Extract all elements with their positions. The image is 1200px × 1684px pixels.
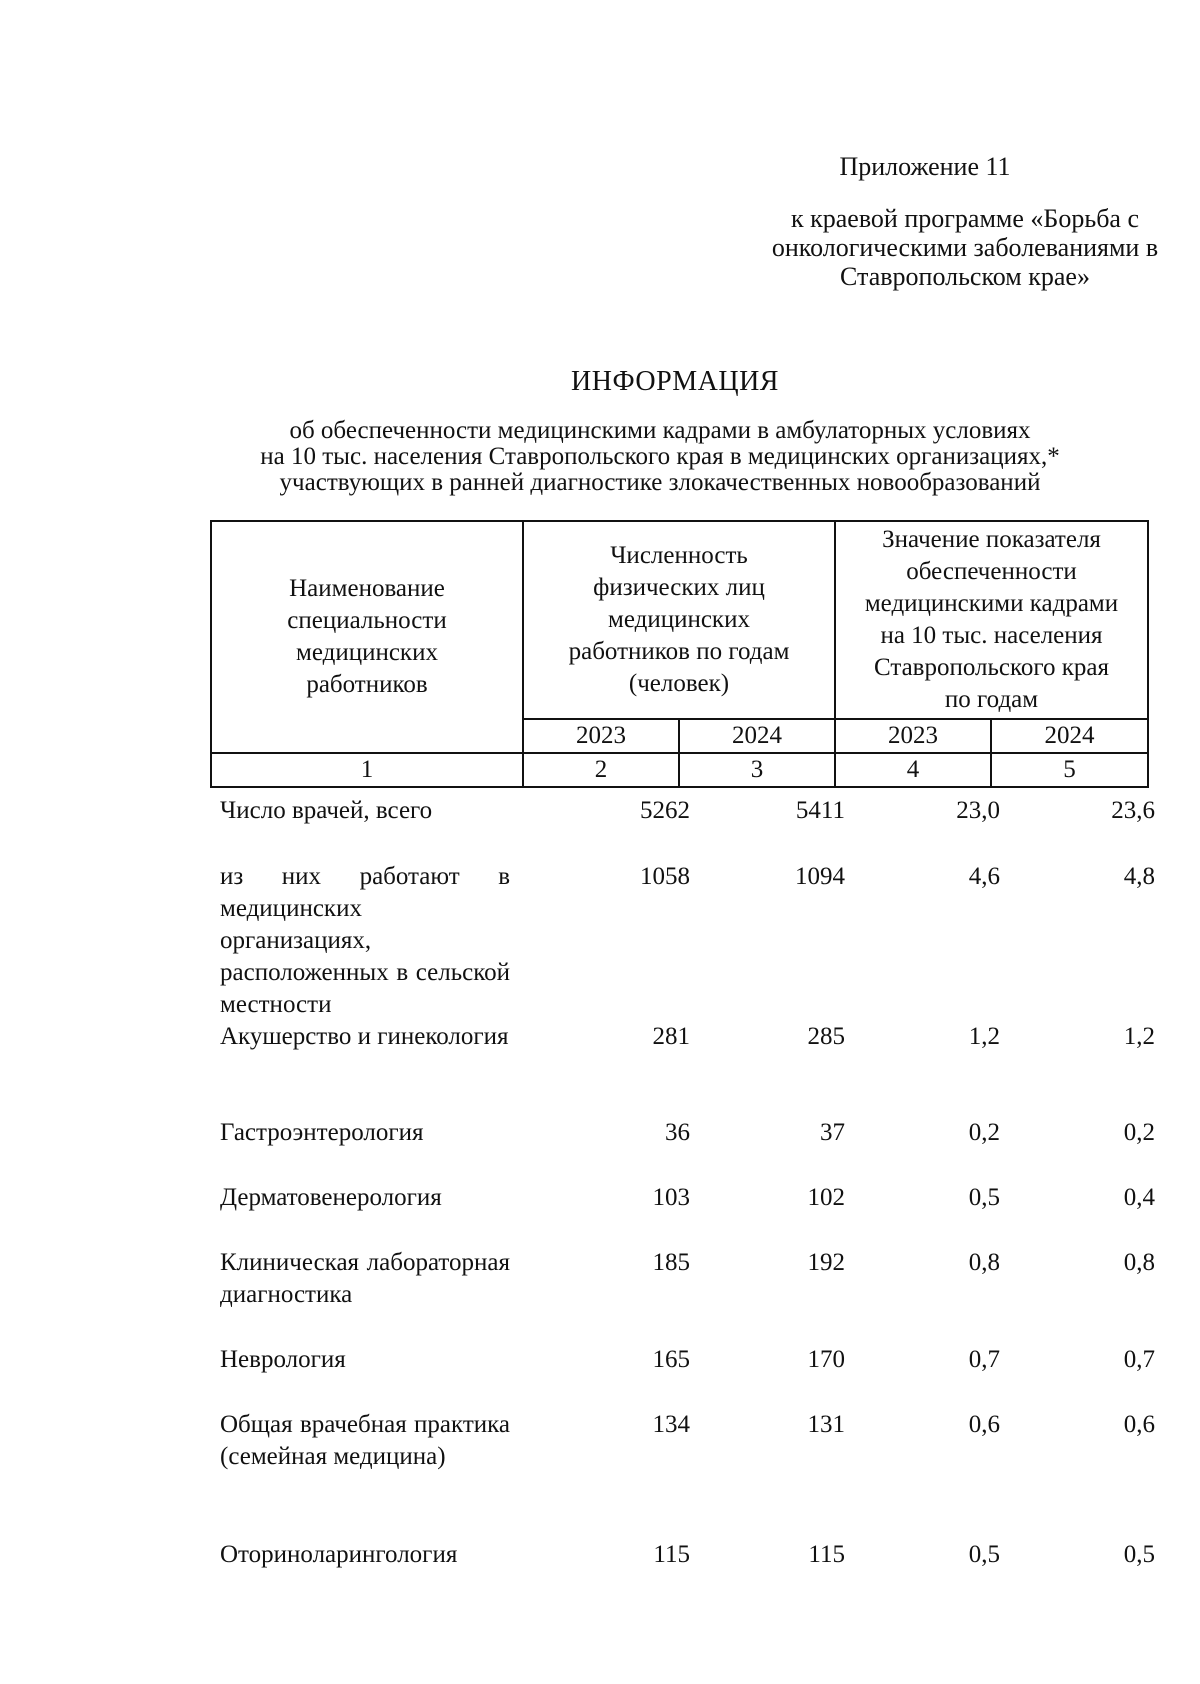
header-specialty-line: работников — [306, 671, 428, 698]
row-headcount-2023: 103 — [652, 1184, 690, 1211]
row-rate-2023: 0,8 — [968, 1249, 1000, 1276]
row-specialty: Общая врачебная практика (семейная медицина) — [220, 1411, 510, 1470]
header-headcount-line: физических лиц — [593, 574, 765, 601]
header-headcount-line: работников по годам — [568, 638, 790, 665]
row-rate-2024: 1,2 — [1123, 1023, 1155, 1050]
table-row — [220, 1117, 1155, 1182]
column-number: 3 — [679, 753, 835, 787]
header-specialty — [211, 521, 523, 753]
header-year: 2023 — [523, 719, 679, 753]
row-specialty: Число врачей, всего — [220, 797, 433, 824]
row-rate-2023: 0,2 — [968, 1119, 1000, 1146]
row-headcount-2023: 36 — [665, 1119, 690, 1146]
header-specialty-line: медицинских — [296, 639, 438, 666]
row-specialty: Гастроэнтерология — [220, 1119, 424, 1146]
appendix-line-2: онкологическими заболеваниями в — [771, 233, 1159, 262]
header-indicator-line: обеспеченности — [906, 558, 1077, 585]
row-specialty: Клиническая лабораторная диагностика — [220, 1249, 510, 1308]
header-specialty-line: специальности — [287, 607, 447, 634]
row-headcount-2024: 37 — [820, 1119, 845, 1146]
row-rate-2023: 0,5 — [968, 1184, 1000, 1211]
header-indicator-line: Значение показателя — [882, 526, 1101, 553]
row-specialty: Неврология — [220, 1346, 346, 1373]
appendix-title: Приложение 11 — [839, 152, 1011, 181]
row-rate-2024: 0,6 — [1123, 1411, 1155, 1438]
row-headcount-2023: 1058 — [640, 863, 690, 890]
row-rate-2023: 0,7 — [968, 1346, 1000, 1373]
column-number: 5 — [991, 753, 1148, 787]
row-headcount-2023: 134 — [652, 1411, 690, 1438]
header-headcount-line: (человек) — [628, 670, 730, 697]
row-rate-2024: 4,8 — [1123, 863, 1155, 890]
table-header — [210, 520, 1149, 788]
header-year: 2024 — [991, 719, 1148, 753]
row-headcount-2023: 185 — [652, 1249, 690, 1276]
row-rate-2023: 4,6 — [968, 863, 1000, 890]
row-headcount-2023: 5262 — [640, 797, 690, 824]
row-headcount-2024: 131 — [807, 1411, 845, 1438]
row-headcount-2023: 115 — [653, 1541, 690, 1568]
table-row — [220, 1182, 1155, 1247]
row-headcount-2023: 165 — [652, 1346, 690, 1373]
table-row — [220, 861, 1155, 1021]
row-rate-2024: 0,2 — [1123, 1119, 1155, 1146]
column-number: 2 — [523, 753, 679, 787]
header-indicator-line: на 10 тыс. населения — [880, 622, 1103, 649]
row-headcount-2024: 115 — [808, 1541, 845, 1568]
row-rate-2024: 0,8 — [1123, 1249, 1155, 1276]
row-specialty: из них работают в медицинских организациях, расположенных в сельской местности — [220, 863, 510, 1018]
header-headcount — [523, 521, 835, 719]
column-number: 1 — [211, 753, 523, 787]
header-headcount-line: медицинских — [608, 606, 750, 633]
column-number: 4 — [835, 753, 991, 787]
header-year: 2023 — [835, 719, 991, 753]
appendix-line-1: к краевой программе «Борьба с — [790, 204, 1140, 233]
appendix-line-3: Ставропольском крае» — [840, 262, 1090, 291]
table-body — [220, 795, 1155, 1579]
row-headcount-2024: 5411 — [795, 797, 845, 824]
row-rate-2023: 23,0 — [956, 797, 1000, 824]
header-indicator — [835, 521, 1148, 719]
row-headcount-2024: 285 — [807, 1023, 845, 1050]
row-rate-2024: 23,6 — [1111, 797, 1155, 824]
table-row — [220, 795, 1155, 861]
document-subtitle — [160, 418, 1160, 496]
table-row — [220, 1539, 1155, 1579]
row-rate-2024: 0,5 — [1123, 1541, 1155, 1568]
row-rate-2023: 0,5 — [968, 1541, 1000, 1568]
row-specialty: Дерматовенерология — [220, 1184, 442, 1211]
row-headcount-2024: 170 — [807, 1346, 845, 1373]
row-rate-2023: 0,6 — [968, 1411, 1000, 1438]
row-specialty: Оториноларингология — [220, 1541, 458, 1568]
table-row — [220, 1247, 1155, 1344]
row-headcount-2024: 1094 — [795, 863, 845, 890]
header-year: 2024 — [679, 719, 835, 753]
table-row — [220, 1021, 1155, 1117]
table-row — [220, 1344, 1155, 1409]
subtitle-line-1: об обеспеченности медицинскими кадрами в амбулаторных условиях — [289, 417, 1031, 444]
header-indicator-line: по годам — [944, 686, 1039, 713]
header-specialty-line: Наименование — [289, 575, 445, 602]
header-indicator-line: медицинскими кадрами — [864, 590, 1119, 617]
row-specialty: Акушерство и гинекология — [220, 1023, 509, 1050]
row-rate-2023: 1,2 — [968, 1023, 1000, 1050]
row-rate-2024: 0,4 — [1123, 1184, 1155, 1211]
table-row — [220, 1409, 1155, 1539]
row-rate-2024: 0,7 — [1123, 1346, 1155, 1373]
appendix-subtitle — [700, 204, 1200, 291]
row-headcount-2024: 102 — [807, 1184, 845, 1211]
subtitle-line-2: на 10 тыс. населения Ставропольского края в медицинских организациях,* — [260, 443, 1060, 470]
subtitle-line-3: участвующих в ранней диагностике злокачественных новообразований — [279, 469, 1041, 496]
row-headcount-2024: 192 — [807, 1249, 845, 1276]
row-headcount-2023: 281 — [652, 1023, 690, 1050]
document-title: ИНФОРМАЦИЯ — [571, 366, 779, 397]
header-indicator-line: Ставропольского края — [874, 654, 1109, 681]
header-headcount-line: Численность — [610, 542, 748, 569]
